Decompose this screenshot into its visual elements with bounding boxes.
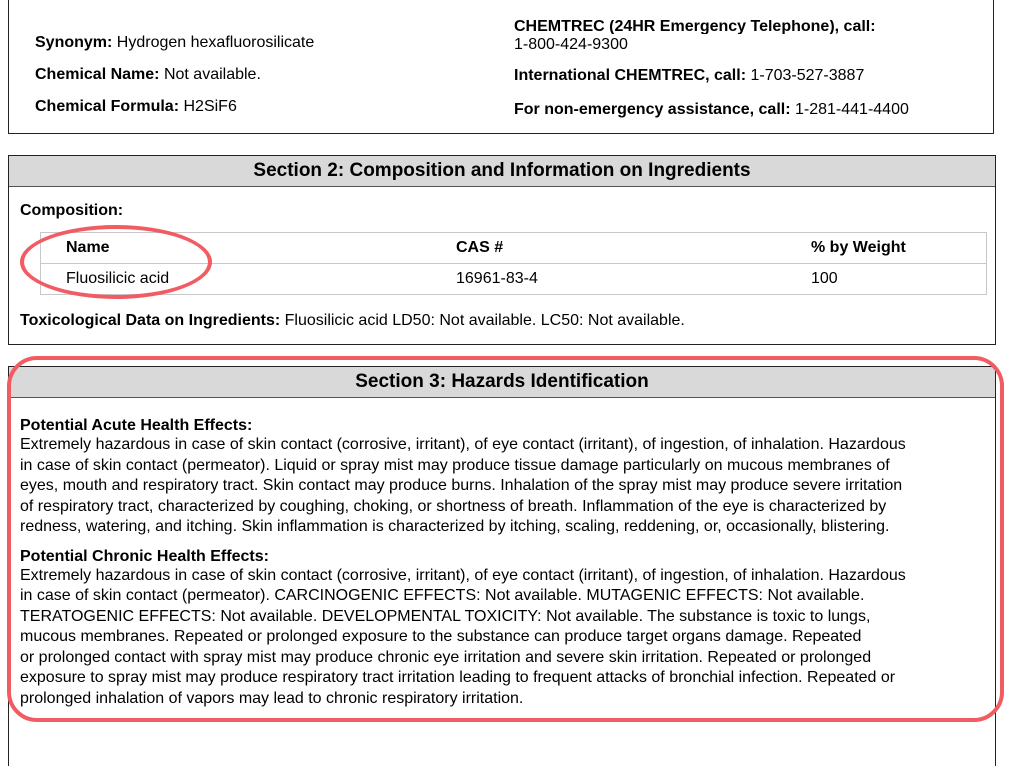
chemical-name-line xyxy=(35,66,261,84)
chemical-name-label: Chemical Name: xyxy=(35,66,160,83)
toxicological-data-label: Toxicological Data on Ingredients: xyxy=(20,312,281,329)
chronic-line: in case of skin contact (permeator). CARCINOGENIC EFFECTS: Not available. MUTAGENIC EFFECTS: Not available. xyxy=(20,587,865,604)
highlight-ellipse-ingredient-name xyxy=(20,225,212,299)
chemtrec-phone: 1-800-424-9300 xyxy=(514,36,628,53)
chronic-line: prolonged inhalation of vapors may lead to chronic respiratory irritation. xyxy=(20,689,524,707)
synonym-value: Hydrogen hexafluorosilicate xyxy=(116,34,315,51)
toxicological-data-line xyxy=(20,312,685,330)
cell-weight: 100 xyxy=(811,264,987,295)
acute-line: of respiratory tract, characterized by coughing, choking, or shortness of breath. Inflammation of the eye is characterized by xyxy=(20,497,887,515)
cell-name: Fluosilicic acid xyxy=(41,264,457,295)
intl-chemtrec-phone: 1-703-527-3887 xyxy=(750,67,865,84)
cell-cas: 16961-83-4 xyxy=(456,264,811,295)
acute-line: eyes, mouth and respiratory tract. Skin contact may produce burns. Inhalation of the spray mist may produce severe irritation xyxy=(20,477,903,494)
acute-line: Extremely hazardous in case of skin contact (corrosive, irritant), of eye contact (irritant), of ingestion, of inhalation. Hazardous xyxy=(20,436,906,453)
synonym-label: Synonym: xyxy=(35,34,113,51)
acute-line: in case of skin contact (permeator). Liquid or spray mist may produce tissue damage particularly on mucous membranes of xyxy=(20,456,890,474)
highlight-box-hazards-section xyxy=(7,356,1004,722)
intl-chemtrec-label: International CHEMTREC, call: xyxy=(514,67,747,84)
chemical-formula-value: H2SiF6 xyxy=(183,98,237,115)
section-2-title: Section 2: Composition and Information on Ingredients xyxy=(9,156,995,187)
chronic-line: or prolonged contact with spray mist may produce chronic eye irritation and severe skin irritation. Repeated or prolonged xyxy=(20,648,872,666)
chemical-name-value: Not available. xyxy=(163,66,261,83)
section-3-title: Section 3: Hazards Identification xyxy=(9,367,995,398)
non-emergency-label: For non-emergency assistance, call: xyxy=(514,101,791,118)
acute-effects-heading: Potential Acute Health Effects: xyxy=(20,417,253,434)
col-header-weight: % by Weight xyxy=(811,233,987,264)
acute-line: redness, watering, and itching. Skin inflammation is characterized by itching, scaling, reddening, or, occasionally, blistering. xyxy=(20,518,890,535)
synonym-line xyxy=(35,34,314,52)
chronic-line: Extremely hazardous in case of skin contact (corrosive, irritant), of eye contact (irritant), of ingestion, of inhalation. Hazardous xyxy=(20,566,906,584)
chronic-line: mucous membranes. Repeated or prolonged exposure to the substance can produce target organs damage. Repeated xyxy=(20,628,862,645)
chemtrec-label: CHEMTREC (24HR Emergency Telephone), call: xyxy=(514,20,876,34)
non-emergency-phone: 1-281-441-4400 xyxy=(795,101,909,118)
chemical-formula-label: Chemical Formula: xyxy=(35,98,180,115)
chronic-effects-heading: Potential Chronic Health Effects: xyxy=(20,547,269,565)
col-header-name: Name xyxy=(41,233,457,264)
intl-chemtrec-line xyxy=(514,67,864,85)
non-emergency-line xyxy=(514,101,909,119)
toxicological-data-value: Fluosilicic acid LD50: Not available. LC50: Not available. xyxy=(284,312,685,329)
col-header-cas: CAS # xyxy=(456,233,811,264)
chemical-formula-line xyxy=(35,98,237,116)
chronic-line: exposure to spray mist may produce respiratory tract irritation leading to frequent attacks of bronchial infection. Repeated or xyxy=(20,669,896,686)
composition-label: Composition: xyxy=(20,202,124,219)
chronic-line: TERATOGENIC EFFECTS: Not available. DEVELOPMENTAL TOXICITY: Not available. The substance is toxic to lungs, xyxy=(20,607,871,625)
